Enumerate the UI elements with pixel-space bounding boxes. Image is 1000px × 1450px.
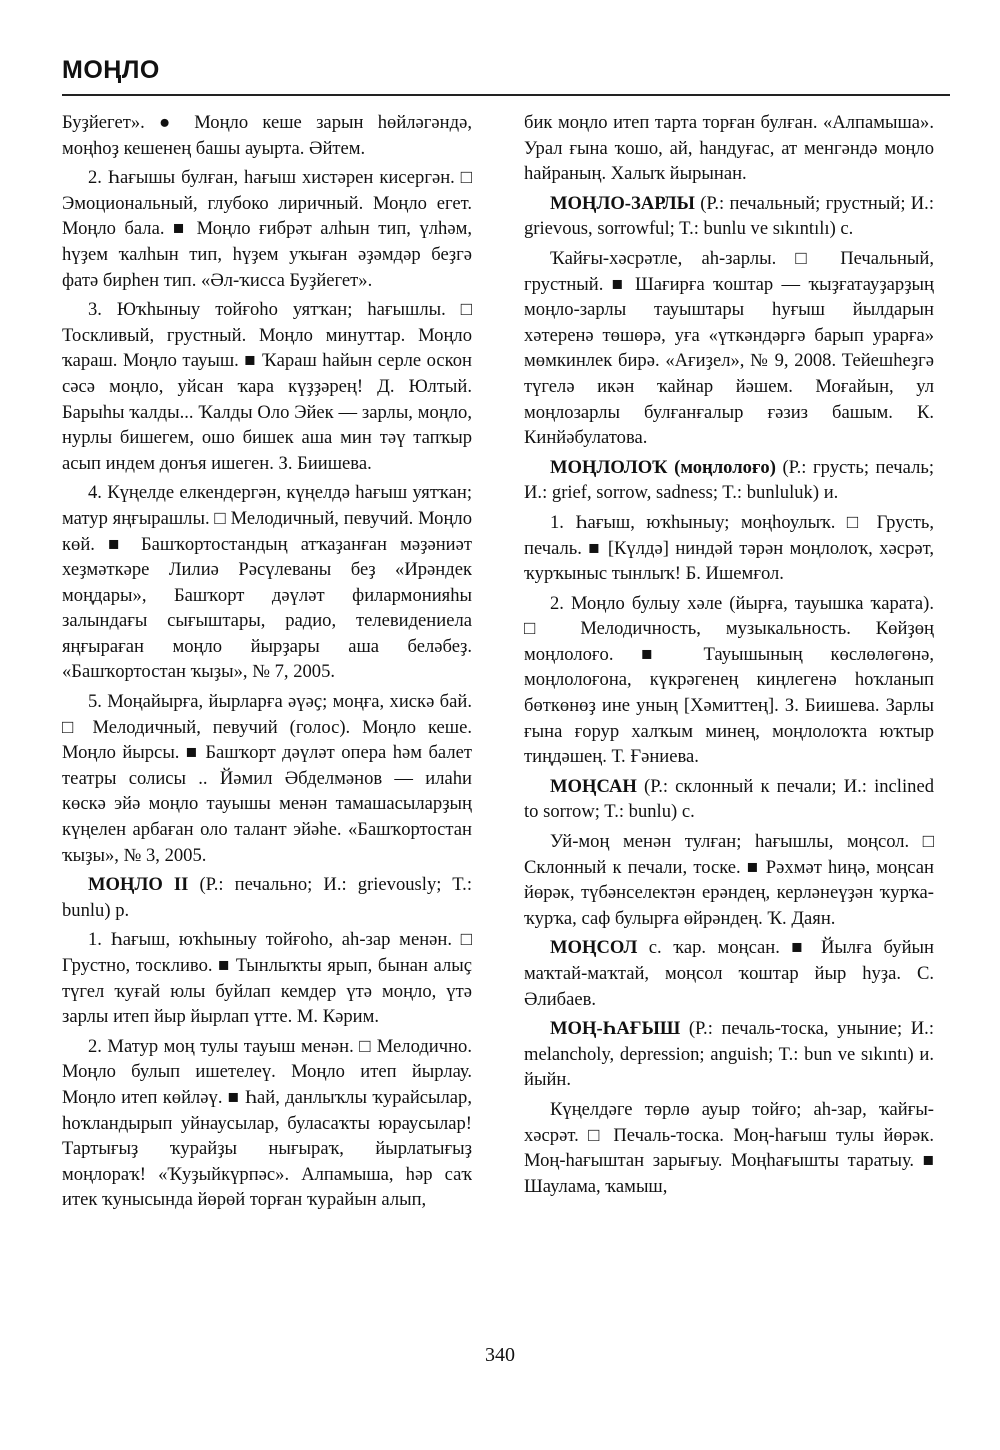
entry-text: с. ҡар. моңсан. ■ Йылға буйын маҡтай-маҡтай, моңсол ҡоштар йыр һуҙа. С. Әлибаев.	[524, 937, 934, 1010]
dictionary-entry	[524, 935, 934, 1012]
entry-paragraph	[524, 1097, 934, 1199]
left-column	[62, 110, 472, 1335]
entry-text: Уй-моң менән тулған; һағышлы, моңсол. □ Склонный к печали, тоске. ■ Рәхмәт һиңә, моңсан йөрәк, түбәнселектән ерәндең, керләнеүҙән ҡурҡа-ҡурҡа, саф булырға өйрәндең. Ҡ. Даян.	[524, 831, 934, 929]
entry-text: 2. Һағышы булған, һағыш хистәрен кисергән. □ Эмоциональный, глубоко лиричный. Моңло егет. Моңло бала. ■ Моңло ғибрәт алһын тип, үлһәм, һүҙем ҡалһын тип, һүҙем уҡыған әҙәмдәр беҙгә фатә бирһен тип. «Әл-ҡисса Буҙйегет».	[62, 167, 472, 291]
entry-text: Ҡайғы-хәсрәтле, аһ-зарлы. □ Печальный, грустный. ■ Шағирға ҡоштар — ҡыҙғатауҙарҙың моңло-зарлы тауыштары һуғыш йылдарын хәтеренә төшөрә, уға «үткәндәргә барып урарға» мөмкинлек бирә. «Ағиҙел», № 9, 2008. Тейешһеҙгә түгелә икән ҡайнар йәшем. Моғайын, ул моңлозарлы булғанғалыр ғәзиз башым. К. Кинйәбулатова.	[524, 247, 934, 449]
dictionary-entry	[524, 191, 934, 242]
page-header	[62, 56, 950, 85]
dictionary-entry	[524, 455, 934, 506]
entry-text: (Р.: склонный к печали; И.: inclined to sorrow; T.: bunlu) с.	[524, 775, 934, 823]
running-head: МОҢЛО	[62, 56, 160, 84]
entry-text: 3. Юҡһыныу тойғоһо уятҡан; һағышлы. □ Тоскливый, грустный. Моңло минуттар. Моңло ҡараш. Моңло тауыш. ■ Ҡараш һайын серле оскон сәсә моңло, уйсан ҡара күҙҙәрең! Д. Юлтый. Барыһы ҡалды... Ҡалды Оло Эйек — зарлы, моңло, нурлы бишегем, ошо бишек аша мин тәү тапҡыр асып индем донъя ишеген. З. Биишева.	[62, 299, 472, 474]
entry-text: 1. Һағыш, юҡһыныу тойғоһо, аһ-зар менән. □ Грустно, тоскливо. ■ Тынлыҡты ярып, бынан алыҫ түгел ҡуғай юлы буйлап кемдер үтә моңло, үтә зарлы итеп йыр йырлап үтте. М. Кәрим.	[62, 929, 472, 1028]
entry-paragraph	[524, 829, 934, 931]
dictionary-entry	[524, 774, 934, 825]
entry-text: 5. Моңайырға, йырларға әүәҫ; моңға, хискә бай. □ Мелодичный, певучий (голос). Моңло кеше. Моңло йырсы. ■ Башҡорт дәүләт опера һәм балет театры солисы .. Йәмил Әбделмәнов — илаһи көскә эйә моңло тауышы менән тамашасыларҙың күңелен арбаған оло талант эйәһе. «Башҡортостан ҡыҙы», № 3, 2005.	[62, 691, 472, 866]
entry-paragraph	[62, 927, 472, 1029]
entry-text: 4. Күңелде елкендергән, күңелдә һағыш уятҡан; матур яңғырашлы. □ Мелодичный, певучий. Моңло көй. ■ Башҡортостандың атҡаҙанған мәҙәниәт хеҙмәткәре Лилиә Рәсүлеваны беҙ «Ирәндек моңдары», Башҡорт дәүләт филармонияһы залындағы сығыштары, радио, телевидениела яңғыраған моңло йырҙары аша беләбеҙ. «Башҡортостан ҡыҙы», № 7, 2005.	[62, 482, 472, 683]
entry-text: бик моңло итеп тарта торған булған. «Алпамыша». Урал ғына ҡошо, ай, һандуғас, ат менгәндә моңло һайраның. Халыҡ йырынан.	[524, 112, 934, 185]
dictionary-entry	[524, 1016, 934, 1093]
entry-paragraph	[62, 297, 472, 476]
right-column	[524, 110, 934, 1335]
entry-paragraph	[62, 110, 472, 161]
entry-text: 2. Матур моң тулы тауыш менән. □ Мелодично. Моңло булып ишетелеү. Моңло итеп йырлау. Моңло итеп көйләү. ■ Һай, данлыҡлы ҡурайсылар, һоҡландырып уйнаусылар, буласаҡты юраусылар! Тартығыҙ ҡурайҙы нығыраҡ, йырлатығыҙ моңлораҡ! «Ҡуҙыйкүрпәс». Алпамыша, һәр саҡ итек ҡунысында йөрөй торған ҡурайын алып,	[62, 1035, 472, 1211]
entry-text: 2. Моңло булыу хәле (йырға, тауышка ҡарата). □ Мелодичность, музыкальность. Көйҙөң моңлолоғо. ■ Тауышының көслөлөгөнә, моңлолоғона, күкрәгенең киңлегенә һоҡланып бөткөнөҙ ине уның [Хәмиттең]. З. Биишева. Зарлы ғына ғорур халҡым минең, моңлолоҡта юҡтыр тиңдәшең. Т. Ғәниева.	[524, 592, 934, 768]
entry-text: (Р.: грусть; печаль; И.: grief, sorrow, sadness; T.: bunluluk) и.	[524, 456, 934, 504]
dictionary-entry	[62, 872, 472, 923]
entry-headword: МОҢСАН	[550, 775, 637, 797]
entry-text: (Р.: печально; И.: grievously; T.: bunlu) р.	[62, 874, 472, 921]
entry-paragraph	[524, 510, 934, 587]
entry-headword: МОҢЛОЛОҠ (моңлолоғо)	[550, 456, 776, 478]
entry-text: 1. Һағыш, юҡһыныу; моңһоулыҡ. □ Грусть, печаль. ■ [Күлдә] ниндәй тәрән моңлолоҡ, хәсрәт, ҡурҡыныс тынлыҡ! Б. Ишемғол.	[524, 511, 934, 585]
entry-headword: МОҢ-ҺАҒЫШ	[550, 1018, 681, 1040]
entry-paragraph	[524, 110, 934, 187]
header-rule	[62, 94, 950, 96]
entry-text: (Р.: печаль-тоска, уныние; И.: melancholy, depression; anguish; T.: bun ve sıkıntı) и. йыйн.	[524, 1018, 934, 1091]
entry-headword: МОҢЛО-ЗАРЛЫ	[550, 192, 695, 214]
entry-headword: МОҢЛО II	[88, 874, 189, 896]
entry-paragraph	[62, 165, 472, 293]
entry-text: Күңелдәге төрлө ауыр тойғо; аһ-зар, ҡайғы-хәсрәт. □ Печаль-тоска. Моң-һағыш тулы йөрәк. Моң-һағыштан зарығыу. Моңһағышты таратыу. ■ Шаулама, ҡамыш,	[524, 1098, 934, 1197]
entry-paragraph	[524, 246, 934, 451]
entry-paragraph	[62, 480, 472, 685]
entry-paragraph	[524, 591, 934, 770]
page-number: 340	[485, 1344, 515, 1366]
entry-paragraph	[62, 689, 472, 868]
entry-headword: МОҢСОЛ	[550, 937, 638, 959]
entry-text: (Р.: печальный; грустный; И.: grievous, sorrowful; T.: bunlu ve sıkıntılı) с.	[524, 192, 934, 240]
entry-text: Буҙйегет». ● Моңло кеше зарын һөйләгәндә, моңһоҙ кешенең башы ауырта. Әйтем.	[62, 112, 472, 159]
entry-paragraph	[62, 1034, 472, 1213]
